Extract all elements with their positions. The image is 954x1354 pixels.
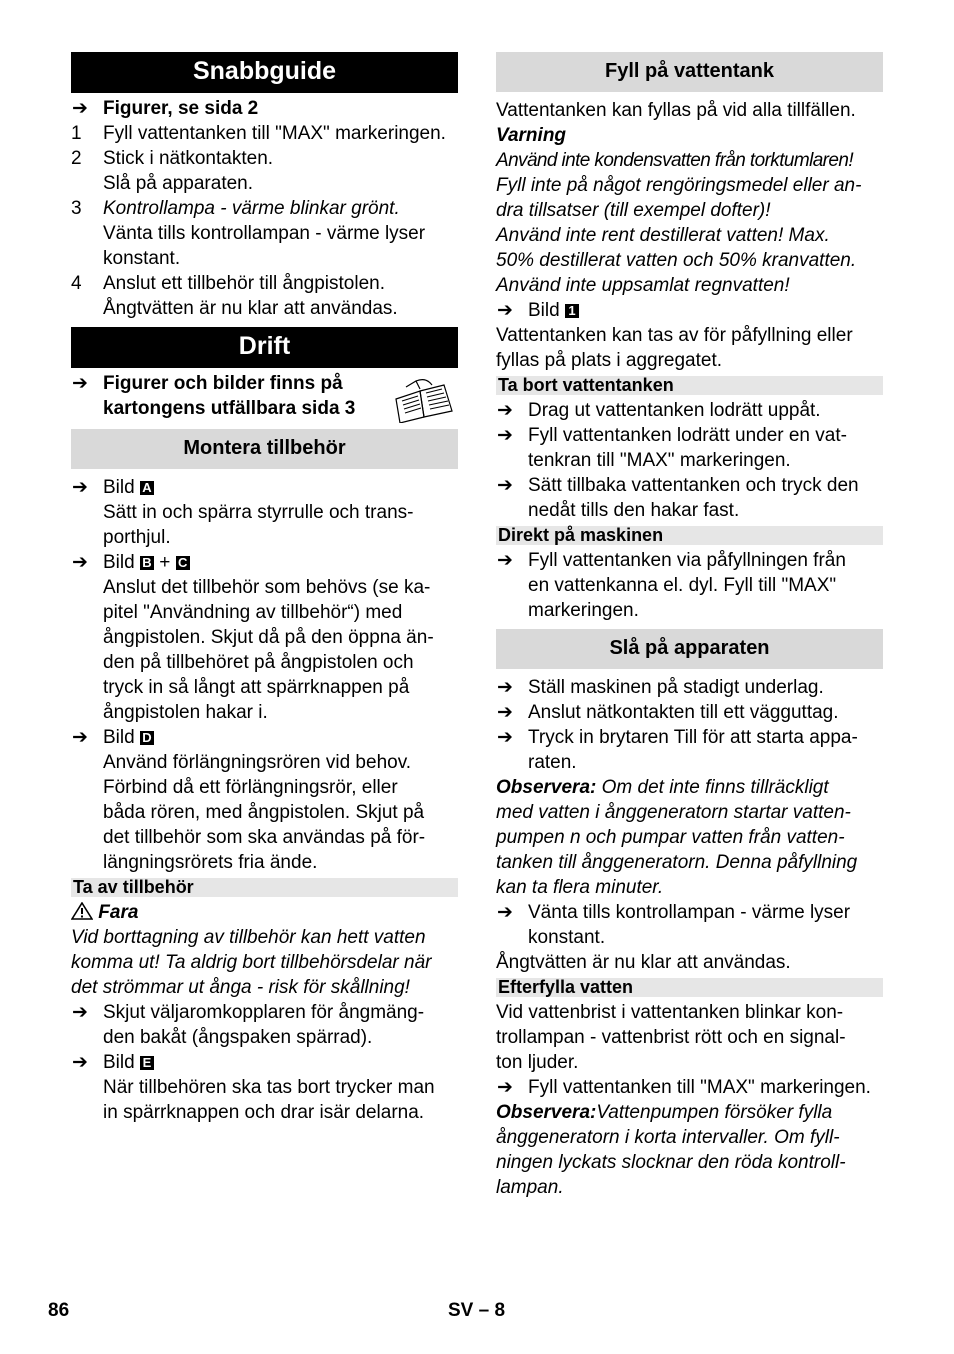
page-number: 86: [48, 1300, 70, 1321]
arrow-right-icon: ➔: [72, 373, 88, 394]
observera-note-2: Observera:Vattenpumpen försöker fylla: [496, 1102, 833, 1123]
list-item: ➔ Vänta tills kontrollampan - värme lyser konstant.: [497, 902, 851, 948]
heading-efterfylla: Efterfylla vatten: [496, 978, 883, 997]
arrow-right-icon: ➔: [72, 552, 88, 573]
heading-snabbguide: Snabbguide: [71, 52, 458, 93]
arrow-right-icon: ➔: [72, 1002, 88, 1023]
figure-c-badge: C: [176, 556, 190, 570]
step-3: 3 Kontrollampa - värme blinkar grönt. Vänta tills kontrollampan - värme lyser konstant.: [71, 198, 426, 269]
drift-ref-block: [71, 371, 458, 421]
step-4: 4 Anslut ett tillbehör till ångpistolen. Ångtvätten är nu klar att användas.: [71, 273, 398, 319]
ref-figures: ➔ Figurer, se sida 2: [72, 98, 259, 119]
list-item: ➔ Sätt tillbaka vattentanken och tryck den nedåt tills den hakar fast.: [497, 475, 859, 521]
arrow-right-icon: ➔: [72, 727, 88, 748]
list-item: ➔ Fyll vattentanken till "MAX" markeringen.: [497, 1077, 871, 1098]
arrow-right-icon: ➔: [497, 425, 513, 446]
ref-foldout: ➔ Figurer och bilder finns på kartongens utfällbara sida 3: [72, 373, 356, 419]
observera-note: Observera: Om det inte finns tillräckligt: [496, 777, 829, 798]
arrow-right-icon: ➔: [497, 702, 513, 723]
list-item: ➔ Drag ut vattentanken lodrätt uppåt.: [497, 400, 821, 421]
left-column: Snabbguide ➔ Figurer, se sida 2 1 Fyll vattentanken till "MAX" markeringen. 2 Stick i nätkontakten. Slå på apparaten. 3 Kontrollampa - värme blinkar grönt. Vänta tills kontrollampan - värme lyser konstant. 4 Anslut ett tillbehör till ångpistolen. Ångtvätten är nu klar att användas. Drift ➔ Figurer och bilder finns på kartongens utfällbara sida 3 Montera tillbehör ➔ Bild A Sätt in och spärra styrrulle och trans- porthjul. ➔ Bild B + C Anslut det tillbehör som behövs (se ka- pitel "Användning av tillbehör“) med ångpistolen. Skjut då på den öppna än- den på tillbehöret på ångpistolen och tryck in så långt att spärrknappen på ångpistolen hakar i. ➔ Bild D Använd förlängningsrören vid behov. Förbind då ett förlängningsrör, eller båda rören, med ångpistolen. Skjut på det tillbehör som ska användas på för- längningsrörets fria ände. Ta av tillbehör Fara Vid borttagning av tillbehör kan hett vatten komma ut! Ta aldrig bort tillbehörsdelar när det strömmar ut ånga - risk för skållning! ➔ Skjut väljaromkopplaren för ångmäng- den bakåt (ångspaken spärrad). ➔ Bild E När tillbehören ska tas bort trycker man in spärrknappen och drar isär delarna.: [71, 52, 458, 1125]
arrow-right-icon: ➔: [72, 1052, 88, 1073]
ta-av-step: ➔ Skjut väljaromkopplaren för ångmäng- den bakåt (ångspaken spärrad).: [72, 1002, 425, 1048]
arrow-right-icon: ➔: [72, 98, 88, 119]
section-label: SV – 8: [448, 1300, 506, 1321]
fara-label: Fara: [71, 900, 458, 925]
list-item: ➔ Anslut nätkontakten till ett vägguttag.: [497, 702, 839, 723]
arrow-right-icon: ➔: [497, 475, 513, 496]
bild-a-item: ➔ Bild A Sätt in och spärra styrrulle och trans- porthjul.: [72, 477, 414, 548]
figure-b-badge: B: [140, 556, 154, 570]
arrow-right-icon: ➔: [72, 477, 88, 498]
figure-a-badge: A: [140, 481, 154, 495]
heading-ta-bort: Ta bort vattentanken: [496, 376, 883, 395]
arrow-right-icon: ➔: [497, 400, 513, 421]
varning-label: Varning: [496, 125, 567, 146]
heading-montera: Montera tillbehör: [71, 429, 458, 469]
bild-d-item: ➔ Bild D Använd förlängningsrören vid behov. Förbind då ett förlängningsrör, eller båda rören, med ångpistolen. Skjut på det tillbehör som ska användas på för- längningsrörets fria ände.: [72, 727, 426, 873]
step-2: 2 Stick i nätkontakten. Slå på apparaten.: [71, 148, 274, 194]
warning-triangle-icon: [71, 902, 93, 920]
heading-direkt: Direkt på maskinen: [496, 526, 883, 545]
right-column: Fyll på vattentank Vattentanken kan fyllas på vid alla tillfällen. Varning Använd inte kondensvatten från torktumlaren! Fyll inte på något rengöringsmedel eller an- dra tillsatser (till exempel dofter)! Använd inte rent destillerat vatten! Max. 50% destillerat vatten och 50% kranvatten. Använd inte uppsamlat regnvatten! ➔ Bild 1 Vattentanken kan tas av för påfyllning eller fyllas på plats i aggregatet. Ta bort vattentanken ➔ Drag ut vattentanken lodrätt uppåt. ➔ Fyll vattentanken lodrätt under en vat- tenkran till "MAX" markeringen. ➔ Sätt tillbaka vattentanken och tryck den nedåt tills den hakar fast. Direkt på maskinen ➔ Fyll vattentanken via påfyllningen från en vattenkanna el. dyl. Fyll till "MAX" markeringen. Slå på apparaten ➔ Ställ maskinen på stadigt underlag. ➔ Anslut nätkontakten till ett vägguttag. ➔ Tryck in brytaren Till för att starta appa- raten. Observera: Om det inte finns tillräckligt med vatten i ånggeneratorn startar vatten- pumpen n och pumpar vatten från vatten- tanken till ånggeneratorn. Denna påfyllning kan ta flera minuter. ➔ Vänta tills kontrollampan - värme lyser konstant. Ångtvätten är nu klar att användas. Efterfylla vatten Vid vattenbrist i vattentanken blinkar kon- trollampan - vattenbrist rött och en signal- ton ljuder. ➔ Fyll vattentanken till "MAX" markeringen. Observera:Vattenpumpen försöker fylla ånggeneratorn i korta intervaller. Om fyll- ningen lyckats slocknar den röda kontroll- lampan.: [496, 52, 883, 1200]
figure-e-badge: E: [140, 1056, 154, 1070]
arrow-right-icon: ➔: [497, 677, 513, 698]
list-item: ➔ Tryck in brytaren Till för att starta appa- raten.: [497, 727, 858, 773]
heading-fyll: Fyll på vattentank: [496, 52, 883, 92]
bild-1-item: ➔ Bild 1: [496, 298, 883, 323]
list-item: ➔ Fyll vattentanken lodrätt under en vat- tenkran till "MAX" markeringen.: [497, 425, 847, 471]
step-1: 1 Fyll vattentanken till "MAX" markeringen.: [71, 123, 446, 144]
heading-sla-pa: Slå på apparaten: [496, 629, 883, 669]
heading-ta-av: Ta av tillbehör: [71, 878, 458, 897]
heading-drift: Drift: [71, 327, 458, 368]
arrow-right-icon: ➔: [497, 902, 513, 923]
list-item: ➔ Fyll vattentanken via påfyllningen från en vattenkanna el. dyl. Fyll till "MAX" markeringen.: [497, 550, 846, 621]
list-item: ➔ Ställ maskinen på stadigt underlag.: [497, 677, 824, 698]
arrow-right-icon: ➔: [497, 300, 513, 321]
bild-bc-item: ➔ Bild B + C Anslut det tillbehör som behövs (se ka- pitel "Användning av tillbehör“) med ångpistolen. Skjut då på den öppna än- den på tillbehöret på ångpistolen och tryck in så långt att spärrknappen på ångpistolen hakar i.: [72, 552, 434, 723]
arrow-right-icon: ➔: [497, 727, 513, 748]
bild-e-item: ➔ Bild E När tillbehören ska tas bort trycker man in spärrknappen och drar isär delarna.: [72, 1052, 435, 1123]
figure-d-badge: D: [140, 731, 154, 745]
arrow-right-icon: ➔: [497, 1077, 513, 1098]
figure-1-badge: 1: [565, 304, 579, 318]
arrow-right-icon: ➔: [497, 550, 513, 571]
foldout-book-icon: [392, 377, 456, 423]
